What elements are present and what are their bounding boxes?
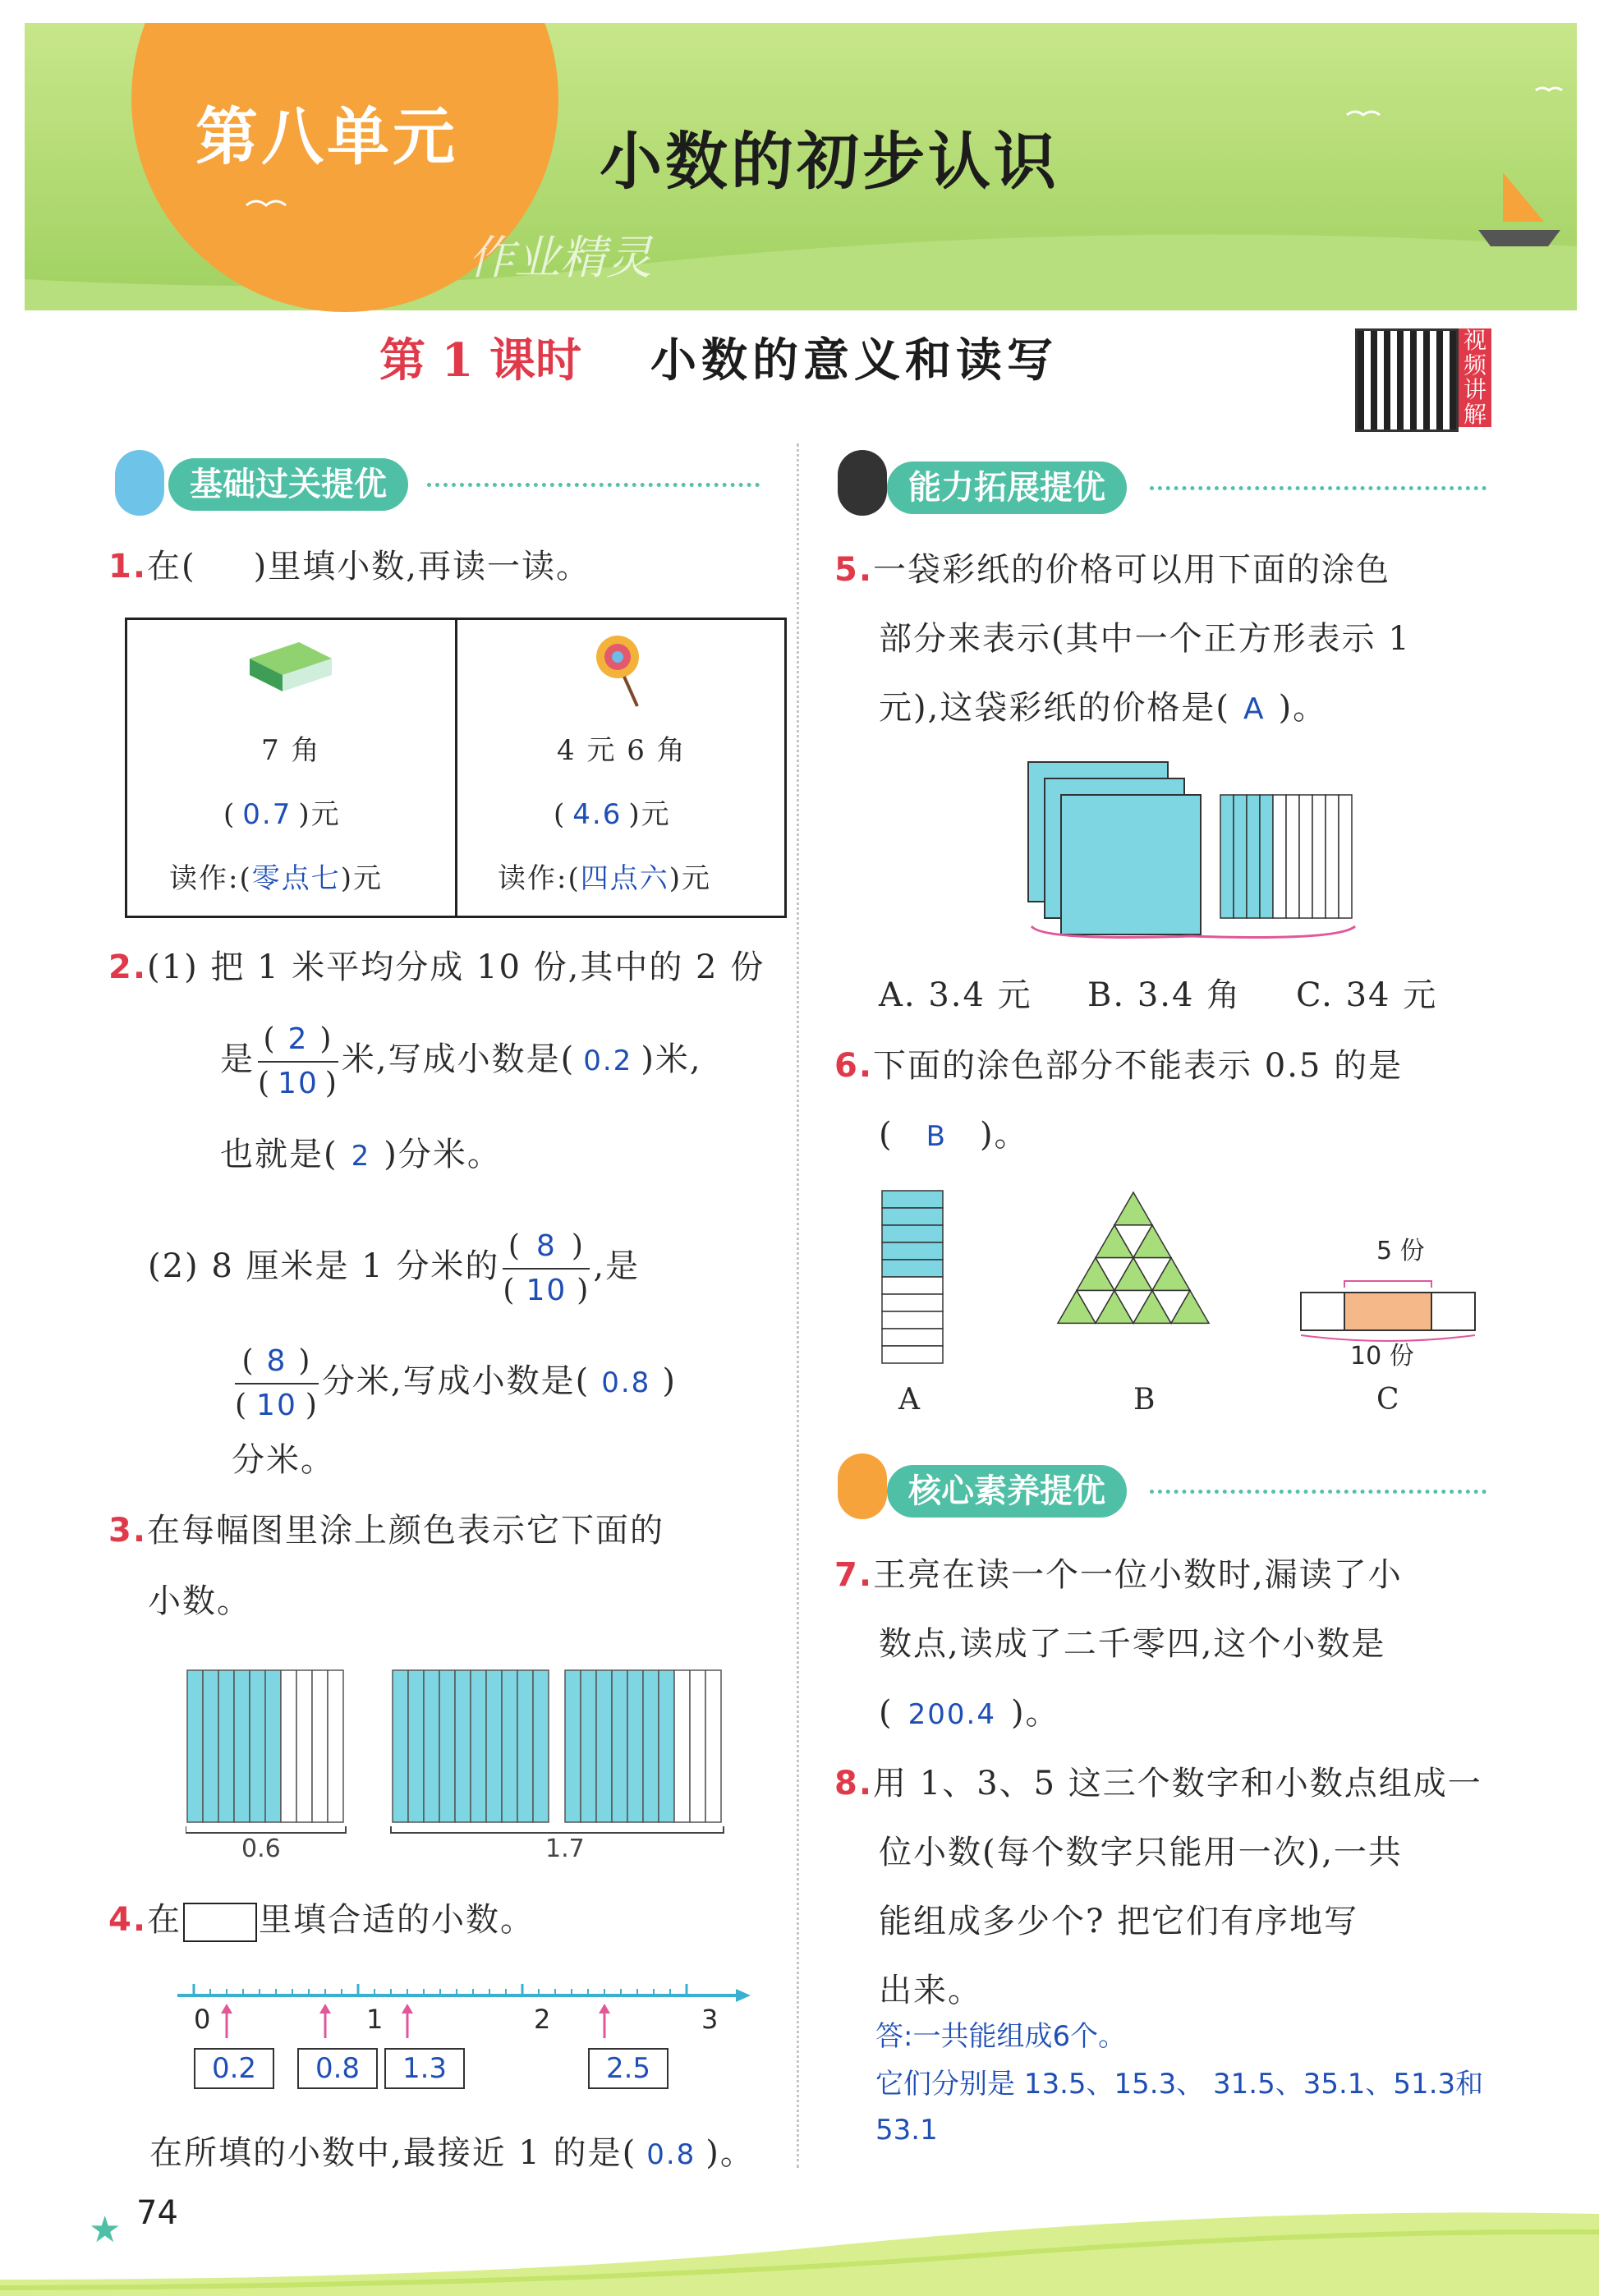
q5-strip-2 [1247,795,1260,918]
unit-label: 第八单元 [195,100,458,173]
q3b1-strip-0 [393,1670,408,1822]
q8-line3: 能组成多少个? 把它们有序地写 [879,1903,1359,1940]
q3b2-strip-0 [565,1670,581,1822]
q4-prompt: 4.在 里填合适的小数。 [108,1899,535,1942]
q6c-brace-top [1344,1281,1431,1288]
tiger-icon [838,1453,887,1519]
q3a-strip-6 [281,1670,296,1822]
q6c-shaded [1344,1293,1431,1330]
q7-line3: ( 200.4 )。 [879,1694,1060,1732]
q2-part1-line2: 是 $\frac{( 2 )}{( 10 )}$ 米,写成小数是( 0.2 )米, [220,1018,702,1105]
q4-arrowhead-2 [402,2004,413,2014]
q3-figure [186,1662,810,1859]
q3b2-strip-8 [690,1670,705,1822]
q6a-cell-4 [882,1260,943,1277]
q3b1-strip-2 [424,1670,439,1822]
q4-tick-label-1: 1 [366,2004,384,2035]
q3-label-b: 1.7 [545,1835,585,1863]
panda-icon [838,450,887,516]
q4-arrowhead-1 [319,2004,331,2014]
q3b2-strip-1 [581,1670,596,1822]
q6a-cell-3 [882,1242,943,1260]
q2-frac-8-10: $\frac{( 8 )}{( 10 )}$ [503,1225,590,1312]
q1-table-divider [455,618,457,916]
q4-tick-label-3: 3 [701,2004,719,2035]
q8-answer-line1: 答:一共能组成6个。 [875,2020,1127,2053]
q3b2-strip-4 [627,1670,643,1822]
q6b-up-0-0 [1114,1192,1152,1225]
q5-line1: 5.一袋彩纸的价格可以用下面的涂色 [834,551,1391,589]
q5-option-c[interactable]: C. 34 元 [1296,976,1438,1014]
q8-line1: 8.用 1、3、5 这三个数字和小数点组成一 [834,1765,1482,1802]
q2-part1-line1: 2.(1) 把 1 米平均分成 10 份,其中的 2 份 [108,948,765,986]
q3b2-strip-5 [643,1670,659,1822]
q3a-strip-2 [218,1670,234,1822]
footer-star-icon: ★ [89,2209,122,2251]
q4-box-0: 0.2 [194,2048,274,2089]
column-divider [797,443,799,2168]
q3b1-strip-9 [533,1670,549,1822]
q3b1-strip-8 [517,1670,533,1822]
q6a-cell-1 [882,1208,943,1225]
eraser-icon [241,634,340,700]
q5-strip-9 [1339,795,1352,918]
q4-arrows [221,2004,610,2038]
q3a-strip-5 [265,1670,281,1822]
q1-prompt: 1.在( )里填小数,再读一读。 [108,548,590,585]
footer-wave [0,2181,1599,2296]
q5-strip-7 [1312,795,1326,918]
section-core-divider [1150,1490,1486,1494]
qr-code[interactable] [1355,328,1459,432]
q3b1-strip-6 [486,1670,502,1822]
q3-grid-a [187,1670,343,1822]
q3a-strip-8 [312,1670,328,1822]
q4-ticks [194,1984,687,1995]
q3-grid-b [393,1670,721,1822]
q2-part2-line3: 分米。 [232,1441,335,1479]
q1-cell1-read: 读作:(零点七)元 [169,862,383,895]
q5-option-a[interactable]: A. 3.4 元 [879,976,1032,1014]
q3b1-strip-5 [471,1670,486,1822]
q3a-strip-9 [328,1670,343,1822]
header-watermark: 作业精灵 [468,232,652,285]
q6a-cell-0 [882,1191,943,1208]
section-ability-divider [1150,486,1486,490]
q5-strip-6 [1299,795,1312,918]
qr-caption: 视频讲解 [1459,328,1491,427]
q6-line2: ( B )。 [879,1116,1029,1154]
q6-label-5: 5 份 [1376,1237,1425,1265]
section-ability-badge: 能力拓展提优 [887,461,1127,514]
q1-cell2-answer: ( 4.6 )元 [554,798,671,831]
q2-frac-2-10: $\frac{( 2 )}{( 10 )}$ [258,1018,338,1105]
q4-box-3: 2.5 [588,2048,669,2089]
q6-label-c: C [1376,1383,1399,1417]
q4-box-1: 0.8 [297,2048,378,2089]
q4-box-2: 1.3 [384,2048,465,2089]
q6-label-b: B [1133,1383,1156,1417]
q3a-strip-7 [296,1670,312,1822]
q3-line2: 小数。 [148,1582,251,1620]
q8-line2: 位小数(每个数字只能用一次),一共 [879,1834,1403,1871]
lesson-number: 第 1 课时 [379,333,581,388]
q5-strip-1 [1234,795,1247,918]
section-basic-badge: 基础过关提优 [168,458,408,511]
q5-line3: 元),这袋彩纸的价格是( A )。 [879,689,1328,727]
q6a-cell-9 [882,1346,943,1363]
q1-cell1-answer: ( 0.7 )元 [223,798,341,831]
q5-figure [1027,755,1372,953]
q3b1-strip-1 [408,1670,424,1822]
q6a-cell-6 [882,1294,943,1311]
unit-title: 小数的初步认识 [600,125,1059,198]
q1-cell2-price: 4 元 6 角 [557,734,687,767]
q3b1-strip-3 [439,1670,455,1822]
q3b2-strip-2 [596,1670,612,1822]
q6-figure-b [1058,1192,1209,1323]
q5-strip-8 [1326,795,1339,918]
page-number: 74 [136,2194,178,2232]
q3b1-strip-7 [502,1670,517,1822]
q6-line1: 6.下面的涂色部分不能表示 0.5 的是 [834,1047,1404,1085]
q3b2-strip-9 [705,1670,721,1822]
q5-squares [1028,762,1201,934]
q3b2-strip-7 [674,1670,690,1822]
q7-line1: 7.王亮在读一个一位小数时,漏读了小 [834,1556,1403,1594]
section-basic-divider [427,483,760,487]
q5-strip-4 [1273,795,1286,918]
q3a-strip-3 [234,1670,250,1822]
q2-part1-line3: 也就是( 2 )分米。 [220,1136,502,1173]
q6-figure-c [1301,1281,1475,1341]
q8-line4: 出来。 [879,1972,982,2009]
q6a-cell-8 [882,1329,943,1346]
q1-cell2-read: 读作:(四点六)元 [498,862,711,895]
q1-cell1-price: 7 角 [261,734,321,767]
lesson-title: 小数的意义和读写 [650,333,1058,388]
q2-part2-line1: (2) 8 厘米是 1 分米的 $\frac{( 8 )}{( 10 )}$ ,是 [148,1225,640,1312]
q6-figure-a [882,1191,943,1363]
q3a-strip-0 [187,1670,203,1822]
q4-arrowhead-0 [221,2004,232,2014]
q4-arrowhead-3 [599,2004,610,2014]
q4-tick-label-2: 2 [534,2004,551,2035]
q5-line2: 部分来表示(其中一个正方形表示 1 [879,620,1411,658]
q5-option-b[interactable]: B. 3.4 角 [1087,976,1242,1014]
q3b2-strip-6 [659,1670,674,1822]
q3b1-strip-4 [455,1670,471,1822]
lollipop-icon [585,631,650,713]
q3a-strip-1 [203,1670,218,1822]
q2-frac2-8-10: $\frac{( 8 )}{( 10 )}$ [235,1340,319,1427]
q8-answer-line3: 53.1 [875,2114,938,2147]
q3-line1: 3.在每幅图里涂上颜色表示它下面的 [108,1512,665,1550]
q5-strip-3 [1260,795,1273,918]
q6a-cell-5 [882,1277,943,1294]
q4-tick-label-0: 0 [194,2004,211,2035]
q5-strips [1220,795,1352,918]
q4-conclusion: 在所填的小数中,最接近 1 的是( 0.8 )。 [149,2134,755,2172]
q6-label-a: A [898,1383,920,1417]
q5-square-2 [1061,795,1201,934]
q3-label-a: 0.6 [241,1835,281,1863]
q3a-strip-4 [250,1670,265,1822]
q5-strip-0 [1220,795,1234,918]
q5-strip-5 [1286,795,1299,918]
q3b2-strip-3 [612,1670,627,1822]
q7-line2: 数点,读成了二千零四,这个小数是 [879,1625,1386,1663]
q6a-cell-7 [882,1311,943,1329]
q6a-cell-2 [882,1225,943,1242]
q8-answer-line2: 它们分别是 13.5、15.3、 31.5、35.1、51.3和 [875,2068,1484,2101]
q4-blank-box [183,1903,257,1942]
mascot-icon [115,450,164,516]
section-core-badge: 核心素养提优 [887,1465,1127,1518]
q2-part2-line2: $\frac{( 8 )}{( 10 )}$ 分米,写成小数是( 0.8 ) [232,1340,677,1427]
q6-label-10: 10 份 [1350,1342,1414,1371]
